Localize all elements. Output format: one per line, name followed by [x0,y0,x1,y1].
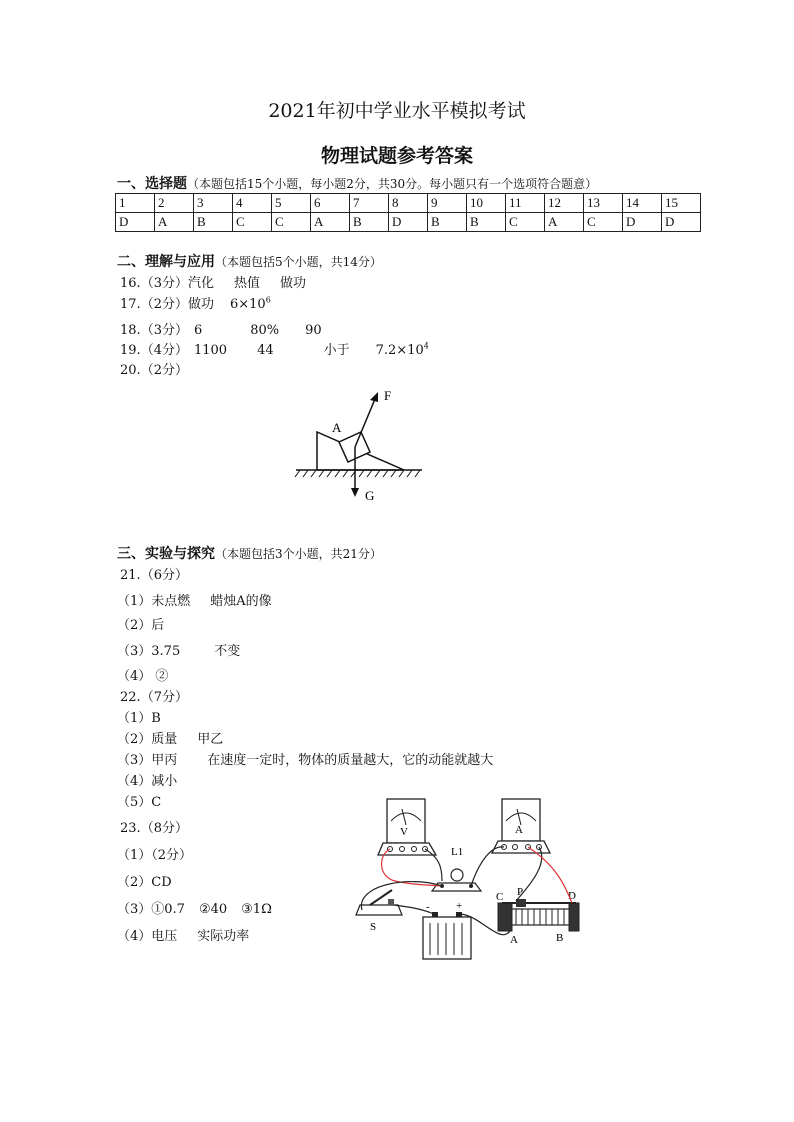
table-cell: D [389,213,428,232]
answer-20 [120,359,188,378]
answer-21-2: （2）后 [117,618,165,633]
table-cell: 2 [155,194,194,213]
section-label: 二、理解与应用 [117,254,215,270]
question-number: 22. [120,690,141,705]
answer-23-3 [117,898,272,917]
answer-value: 80% [250,323,280,338]
choice-answer-table [115,193,701,232]
rheostat-label-b: B [556,932,564,944]
answer-value: 做功 [187,297,214,312]
answer-item: （4）电压 [117,929,178,944]
table-cell: 6 [311,194,350,213]
answer-item: （3）甲丙 [117,753,178,768]
answer-value: 汽化 [187,276,214,291]
table-cell: 13 [584,194,623,213]
table-cell: 14 [623,194,662,213]
answer-exponent: 4 [423,341,429,351]
question-score: （2分） [140,297,188,312]
answer-value: 90 [305,323,322,338]
switch-icon [356,890,402,915]
table-cell: 3 [194,194,233,213]
answer-22-2 [117,728,223,747]
answer-23-2: （2）CD [117,875,172,890]
question-number: 23. [120,821,141,836]
table-cell: C [584,213,623,232]
voltmeter-label: V [400,826,408,838]
table-row-answers [116,213,701,232]
answer-22 [120,686,188,705]
answer-22-5: （5）C [117,795,162,810]
ground-hatching [295,470,420,477]
answer-23-1: （1）（2分） [117,848,193,863]
arrowhead-f [370,392,378,402]
table-cell: A [311,213,350,232]
answer-22-3 [117,749,493,768]
answer-22-4: （4）减小 [117,774,178,789]
answer-21 [120,564,188,583]
answer-value: 1100 [193,343,228,358]
section-note: （本题包括5个小题，共14分） [215,255,382,269]
table-cell: A [155,213,194,232]
answer-value: 热值 [233,276,260,291]
table-cell: B [428,213,467,232]
answer-19 [120,339,429,358]
table-row-numbers [116,194,701,213]
answer-value: 44 [257,343,274,358]
table-cell: C [233,213,272,232]
answer-value: 蜡烛A的像 [210,594,272,609]
table-cell: B [467,213,506,232]
answer-value: ③1Ω [241,902,272,917]
arrowhead-g [351,488,359,497]
exam-title: 2021年初中学业水平模拟考试 [268,100,526,122]
rheostat-label-d: D [568,890,576,902]
answer-value: 不变 [214,644,241,659]
answer-value: 实际功率 [197,929,250,944]
answer-21-3 [117,640,240,659]
section-label: 三、实验与探究 [117,546,215,562]
table-cell: 11 [506,194,545,213]
section-experiment-heading [117,543,382,563]
table-cell: 8 [389,194,428,213]
answer-value: 7.2×10 [375,343,424,358]
answer-16 [120,272,306,291]
answer-17 [120,293,271,312]
battery-icon [423,912,471,959]
question-score: （2分） [140,363,188,378]
answer-21-1 [117,590,272,609]
battery-plus-label: + [456,900,463,912]
answer-key-title: 物理试题参考答案 [320,145,473,167]
answer-item: （3）①0.7 [117,902,185,917]
table-cell: 7 [350,194,389,213]
table-cell: 1 [116,194,155,213]
answer-item: （2）质量 [117,732,178,747]
label-a: A [332,420,342,435]
rheostat-label-p: P [517,886,524,898]
answer-item: （3）3.75 [117,644,181,659]
table-cell: C [506,213,545,232]
section-label: 一、选择题 [117,176,187,192]
table-cell: 4 [233,194,272,213]
answer-value: 6×10 [229,297,266,312]
answer-value: 在速度一定时，物体的质量越大，它的动能就越大 [207,753,494,768]
table-cell: A [545,213,584,232]
battery-minus-label: - [426,901,430,913]
answer-21-4: （4） ② [117,669,169,684]
question-score: （3分） [140,323,188,338]
question-score: （7分） [140,690,188,705]
table-cell: C [272,213,311,232]
question-score: （8分） [140,821,188,836]
question-score: （6分） [140,568,188,583]
answer-value: 小于 [323,343,350,358]
answer-22-1: （1）B [117,711,161,726]
question-number: 19. [120,343,141,358]
answer-value: 甲乙 [197,732,224,747]
answer-item: （1）未点燃 [117,594,191,609]
bulb-label: L1 [451,846,464,858]
table-cell: D [623,213,662,232]
table-cell: D [662,213,701,232]
answer-23 [120,817,188,836]
rheostat-label-a: A [510,934,518,946]
circuit-diagram [350,795,590,965]
rheostat-label-c: C [496,891,504,903]
answer-18 [120,319,322,338]
answer-value: ②40 [198,902,228,917]
table-cell: B [350,213,389,232]
table-cell: 12 [545,194,584,213]
question-score: （3分） [140,276,188,291]
question-number: 17. [120,297,141,312]
label-g: G [365,488,375,503]
table-cell: 10 [467,194,506,213]
answer-value: 做功 [280,276,307,291]
table-cell: 15 [662,194,701,213]
table-cell: 9 [428,194,467,213]
section-choice-heading [117,173,597,193]
section-note: （本题包括3个小题，共21分） [215,547,382,561]
rheostat-icon [498,899,579,931]
label-f: F [384,388,392,403]
ammeter-label: A [515,824,523,836]
switch-label: S [370,921,377,933]
answer-23-4 [117,925,249,944]
section-note: （本题包括15个小题，每小题2分，共30分。每小题只有一个选项符合题意） [187,177,598,191]
answer-exponent: 6 [265,295,271,305]
table-cell: B [194,213,233,232]
question-number: 21. [120,568,141,583]
question-number: 20. [120,363,141,378]
question-number: 16. [120,276,141,291]
section-application-heading [117,251,382,271]
answer-value: 6 [193,323,203,338]
question-score: （4分） [140,343,188,358]
force-diagram [292,385,432,505]
table-cell: D [116,213,155,232]
question-number: 18. [120,323,141,338]
table-cell: 5 [272,194,311,213]
